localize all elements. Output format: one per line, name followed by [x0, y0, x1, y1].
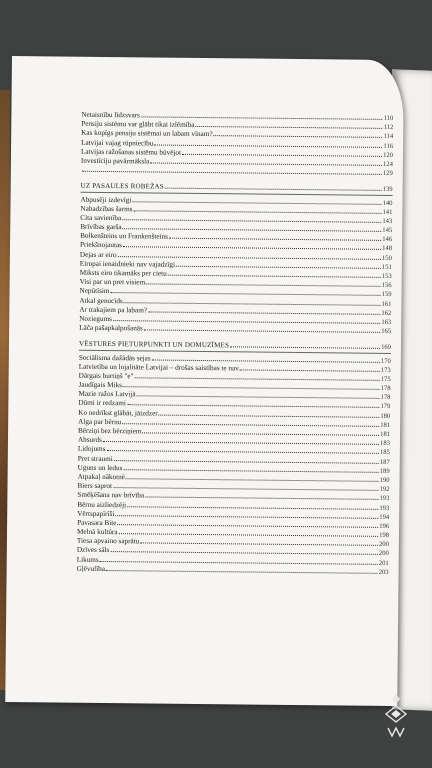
toc-entry-page: 150	[381, 254, 392, 262]
toc-group-2	[79, 194, 392, 335]
toc-entry-title: Melnā kultūra	[76, 527, 118, 537]
toc-entry-page: 203	[378, 568, 389, 576]
table-of-contents	[77, 110, 394, 576]
toc-entry-page: 189	[379, 467, 390, 475]
toc-entry-page: 124	[382, 160, 393, 168]
leader-dots	[143, 426, 380, 435]
leader-dots	[154, 138, 382, 147]
toc-entry-page: 193	[379, 495, 390, 503]
toc-group-1	[81, 110, 394, 178]
leader-dots	[110, 545, 378, 555]
toc-entry-title: Dārgais burtiņš "e"	[78, 371, 134, 381]
toc-entry	[79, 323, 391, 335]
leader-dots	[214, 129, 383, 138]
leader-dots	[168, 269, 381, 278]
leader-dots	[110, 286, 380, 296]
toc-entry-title: Lidojums	[77, 445, 106, 454]
toc-entry-title: Brīvības garša	[80, 222, 122, 232]
toc-entry-title: Pret straumi	[77, 454, 113, 463]
toc-entry-page: 198	[379, 531, 390, 540]
section-heading-3	[79, 339, 391, 351]
toc-entry-page: 180	[380, 412, 391, 420]
toc-entry-page: 145	[382, 226, 393, 235]
leader-dots	[126, 472, 379, 482]
toc-entry-title: Latvietība un lojalitāte Latvijai – drošas saistības te nav	[78, 362, 239, 373]
leader-dots	[122, 213, 381, 223]
leader-dots	[144, 324, 380, 333]
toc-entry-page: 170	[380, 357, 391, 365]
toc-entry-title: Abpusēji izdevīgi	[80, 195, 132, 204]
leader-dots	[114, 454, 379, 464]
toc-entry-page: 161	[381, 300, 392, 308]
leader-dots	[123, 463, 378, 473]
toc-entry-page: 151	[381, 263, 392, 271]
leader-dots	[106, 564, 378, 574]
leader-dots	[123, 241, 381, 251]
toc-entry-page: 185	[379, 449, 390, 457]
toc-entry-page: 165	[381, 328, 392, 336]
leader-dots	[134, 371, 379, 381]
toc-entry-title: Biers saprot	[77, 481, 113, 491]
toc-entry-page: 196	[379, 522, 390, 530]
toc-entry-title: Alga par bērnu	[78, 417, 122, 426]
toc-entry-page: 162	[381, 309, 392, 317]
leader-dots	[182, 148, 382, 157]
leader-dots	[176, 260, 381, 269]
leader-dots	[119, 527, 379, 537]
leader-dots	[122, 417, 379, 427]
toc-entry-title: Tiesa apvaino saprātu	[76, 536, 140, 546]
toc-entry-title: Bērziņi bez bērziņiem	[78, 426, 142, 436]
toc-entry-title: Priekšnojautas	[79, 241, 122, 250]
toc-entry-page: 159	[381, 291, 392, 299]
diamond-logo-icon	[376, 690, 416, 740]
leader-dots	[113, 314, 380, 324]
leader-dots	[152, 353, 380, 362]
leader-dots	[141, 110, 383, 120]
leader-dots	[115, 509, 378, 519]
section-title: VĒSTURES PIETURPUNKTI UN DOMUZĪMES	[78, 340, 230, 350]
toc-entry-title: Netaisnību līdzsvars	[81, 110, 140, 120]
toc-entry-page: 153	[381, 272, 392, 280]
toc-entry-title: Visi par un pret visiem	[79, 277, 146, 287]
toc-entry-page: 183	[380, 440, 390, 448]
toc-entry-title: Smēķēšana nav brīvība	[77, 491, 145, 500]
toc-entry-page: 178	[380, 394, 391, 402]
toc-entry-page: 193	[379, 504, 390, 512]
leader-dots	[132, 195, 381, 205]
toc-entry-title: Latvijas ražošanas sistēmu būvējot	[80, 147, 182, 157]
toc-entry	[81, 165, 393, 177]
section-heading-2	[81, 181, 393, 193]
leader-dots	[148, 305, 381, 314]
toc-entry-page: 114	[383, 133, 394, 141]
leader-dots	[230, 341, 380, 350]
toc-entry-title: Ar trakajiem pa labam?	[79, 305, 148, 315]
toc-entry-page: 156	[381, 282, 392, 290]
toc-entry-page: 140	[382, 199, 393, 207]
toc-entry-page: 181	[380, 430, 391, 438]
leader-dots	[240, 363, 380, 371]
toc-entry-page: 187	[379, 458, 390, 466]
toc-entry-page: 120	[383, 151, 394, 159]
toc-entry-title: Vērtspapīrīši	[77, 509, 115, 518]
toc-entry-page: 173	[380, 366, 391, 374]
toc-entry-page: 141	[382, 208, 393, 216]
toc-entry-page: 192	[379, 485, 390, 494]
toc-entry-title: Gļēvulība	[76, 564, 106, 573]
leader-dots	[118, 250, 381, 260]
toc-entry-title: Lāča pašapkalpošanās	[79, 323, 143, 333]
leader-dots	[133, 204, 381, 214]
toc-entry-title: Miksts eiro tikamāks per cietu	[79, 268, 167, 278]
leader-dots	[123, 380, 380, 390]
toc-entry-page: 129	[382, 170, 393, 178]
leader-dots	[100, 555, 378, 565]
leader-dots	[169, 232, 381, 241]
leader-dots	[145, 491, 378, 500]
toc-group-3	[77, 352, 391, 576]
leader-dots	[113, 481, 379, 491]
toc-entry-title: Kas kopīgs pensiju sistēmai un labam vīnam?	[81, 129, 213, 139]
toc-entry-page: 146	[382, 236, 393, 244]
toc-entry-page: 190	[379, 476, 390, 484]
leader-dots	[117, 518, 378, 528]
toc-entry-title: Sociālisma dažādās sejas	[78, 353, 151, 362]
toc-entry-page: 181	[380, 421, 391, 429]
toc-entry-title: Absurds	[77, 435, 102, 445]
toc-entry-title: Bolkenšteins un Frankenšteins	[80, 231, 168, 241]
toc-entry-title: Eiropai ienaidnieki nav vajadzīgi	[79, 259, 176, 269]
toc-entry-page: 200	[378, 550, 389, 558]
toc-entry-title: Cita savienība	[80, 213, 122, 223]
toc-entry-title: Mazie ražos Latvijā	[78, 389, 136, 399]
leader-dots	[159, 408, 380, 417]
toc-entry-title: Investīciju pavārmāksla	[80, 156, 150, 166]
toc-entry	[77, 564, 389, 576]
leader-dots	[140, 537, 378, 546]
book-page	[5, 56, 404, 706]
leader-dots	[103, 435, 379, 445]
toc-entry-title: Atpakaļ nākotnē	[77, 472, 125, 482]
leader-dots	[146, 278, 381, 287]
section-page: 169	[381, 344, 392, 352]
toc-entry-title: Dejas ar eiro	[79, 250, 117, 259]
toc-entry-page: 148	[382, 245, 393, 253]
leader-dots	[106, 444, 379, 454]
leader-dots	[195, 120, 382, 129]
toc-entry-page: 200	[378, 541, 389, 549]
toc-entry-title: Nepūtīsim	[79, 287, 110, 296]
toc-entry-title: Likums	[76, 555, 99, 564]
toc-entry-page: 179	[380, 403, 391, 411]
toc-entry-title: Dūmi ir redzami	[78, 399, 126, 408]
toc-entry-title: Bērnu aizliedzēji	[77, 500, 127, 509]
leader-dots	[165, 182, 382, 191]
toc-entry-page: 112	[383, 124, 394, 132]
leader-dots	[123, 222, 382, 232]
section-title: UZ PASAULES ROBEŽAS	[80, 182, 164, 191]
leader-dots	[124, 296, 381, 306]
toc-entry-page: 201	[378, 559, 389, 567]
toc-entry-title: Uguns un ledus	[77, 463, 123, 472]
toc-entry-page: 116	[383, 142, 394, 150]
toc-entry-title: Nabadzības šarms	[80, 204, 133, 213]
toc-entry-title: Latvijai vajag rūpniecību	[81, 138, 154, 148]
toc-entry-title: Dzīves sāls	[76, 546, 110, 555]
toc-entry-page: 163	[381, 318, 392, 326]
toc-entry-page: 178	[380, 384, 391, 393]
leader-dots	[137, 390, 380, 400]
toc-entry-page: 194	[379, 513, 390, 521]
toc-entry-title: Ko nedrīkst glābāt, jāizdzer	[78, 408, 158, 418]
toc-entry-title: Pensiju sistēmu var glābt tikai izlēmība	[81, 119, 195, 130]
leader-dots	[150, 156, 382, 165]
toc-entry-page: 175	[380, 375, 391, 383]
section-page: 139	[382, 186, 393, 194]
leader-dots	[127, 500, 378, 510]
toc-entry-title: Noziegums	[79, 314, 113, 323]
toc-entry-page: 110	[383, 114, 394, 122]
leader-dots	[127, 399, 380, 409]
toc-entry-title: Jaudīgais Miks	[78, 380, 122, 390]
toc-entry-page: 143	[382, 217, 393, 225]
toc-entry-title: Pavasara Bite	[77, 518, 117, 527]
toc-entry-title: Atkal genocīds	[79, 296, 123, 305]
